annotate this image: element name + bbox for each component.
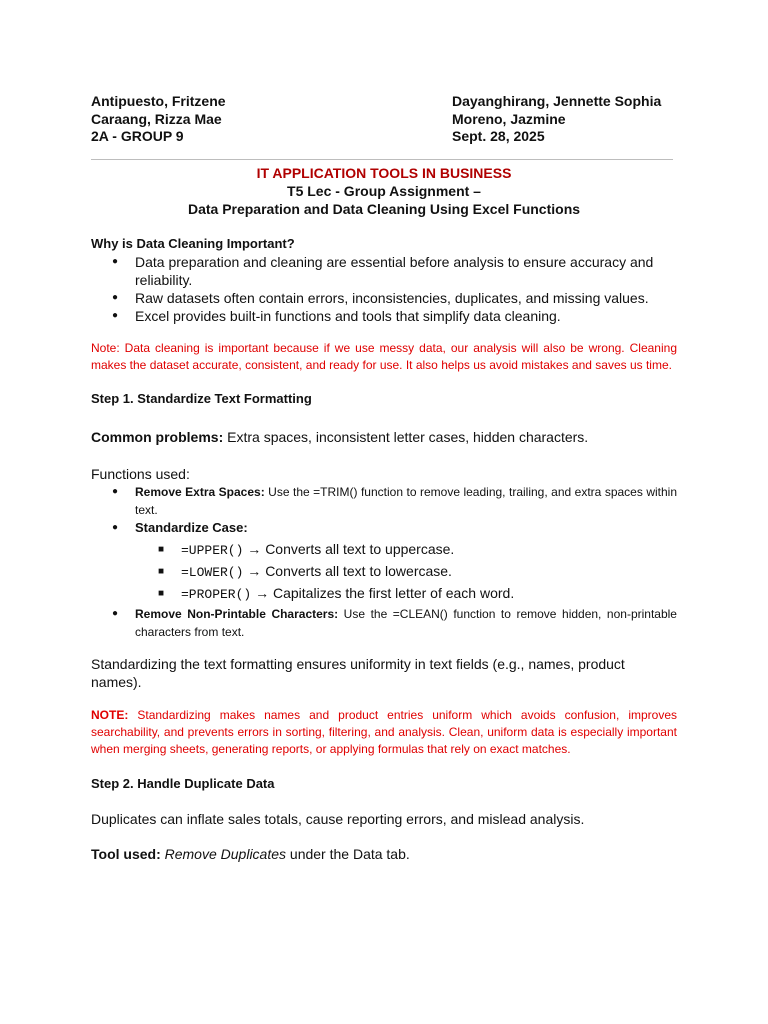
common-problems bbox=[91, 428, 677, 446]
step1-summary: Standardizing the text formatting ensures uniformity in text fields (e.g., names, product names). bbox=[91, 656, 625, 690]
why-note: Note: Data cleaning is important because if we use messy data, our analysis will also be wrong. Cleaning makes the dataset accurate, consistent, and ready for use. It also helps us avoid mistakes and saves us time. bbox=[91, 341, 677, 372]
authors-left bbox=[91, 93, 226, 146]
author-header bbox=[91, 93, 677, 149]
trim-text: Use the =TRIM() function to remove leading, trailing, and extra spaces within text. bbox=[135, 485, 677, 517]
functions-used-label: Functions used: bbox=[91, 466, 190, 482]
author-name: Antipuesto, Fritzene bbox=[91, 93, 226, 109]
author-name: Dayanghirang, Jennette Sophia bbox=[452, 93, 662, 109]
function-name: =UPPER() bbox=[181, 543, 244, 558]
list-item-lower bbox=[91, 561, 677, 583]
topic-title: Data Preparation and Data Cleaning Using Excel Functions bbox=[187, 201, 581, 217]
author-name: Caraang, Rizza Mae bbox=[91, 110, 222, 127]
functions-list-continued bbox=[91, 605, 677, 641]
tool-text: under the Data tab. bbox=[286, 846, 410, 862]
step2-text: Duplicates can inflate sales totals, cause reporting errors, and mislead analysis. bbox=[91, 811, 585, 827]
authors-right bbox=[452, 93, 661, 146]
list-item: ● Data preparation and cleaning are essential before analysis to ensure accuracy and reliability. bbox=[91, 253, 677, 289]
clean-label: Remove Non-Printable Characters: bbox=[135, 607, 339, 621]
step2-heading: Step 2. Handle Duplicate Data bbox=[91, 776, 275, 791]
clean-text: Use the =CLEAN() function to remove hidden, non-printable characters from text. bbox=[135, 607, 677, 639]
title-block bbox=[91, 164, 677, 218]
date-label: Sept. 28, 2025 bbox=[452, 128, 545, 144]
note-text: Standardizing makes names and product entries uniform which avoids confusion, improves searchability, and prevents errors in sorting, filtering, and analysis. Clean, uniform data is especially important when merging sheets, generating reports, or applying formulas that rely on exact matches. bbox=[91, 708, 677, 756]
list-item: ● Raw datasets often contain errors, inconsistencies, duplicates, and missing values. bbox=[91, 289, 677, 307]
group-label: 2A - GROUP 9 bbox=[91, 128, 184, 144]
problems-label: Common problems: bbox=[91, 429, 224, 445]
note-label: NOTE: bbox=[91, 708, 129, 722]
function-desc: → Capitalizes the first letter of each word. bbox=[251, 585, 515, 601]
document-body bbox=[91, 235, 677, 863]
list-item-upper bbox=[91, 539, 677, 561]
functions-list bbox=[91, 483, 677, 537]
case-functions-list bbox=[91, 539, 677, 605]
why-heading: Why is Data Cleaning Important? bbox=[91, 236, 295, 251]
why-bullets bbox=[91, 253, 677, 325]
assignment-title: T5 Lec - Group Assignment – bbox=[287, 183, 481, 199]
trim-label: Remove Extra Spaces: bbox=[135, 485, 265, 499]
tool-used bbox=[91, 845, 677, 863]
list-item-clean bbox=[91, 605, 677, 641]
list-item: ● Excel provides built-in functions and tools that simplify data cleaning. bbox=[91, 307, 677, 325]
author-name: Moreno, Jazmine bbox=[452, 110, 566, 127]
function-desc: → Converts all text to uppercase. bbox=[243, 541, 455, 557]
step1-heading: Step 1. Standardize Text Formatting bbox=[91, 391, 312, 406]
header-divider bbox=[91, 159, 673, 160]
problems-text: Extra spaces, inconsistent letter cases, hidden characters. bbox=[223, 429, 589, 445]
tool-name: Remove Duplicates bbox=[164, 846, 287, 862]
course-title: IT APPLICATION TOOLS IN BUSINESS bbox=[256, 165, 512, 181]
function-desc: → Converts all text to lowercase. bbox=[243, 563, 452, 579]
list-item-trim bbox=[91, 483, 677, 519]
list-item-proper bbox=[91, 583, 677, 605]
step1-note bbox=[91, 707, 677, 758]
function-name: =LOWER() bbox=[181, 565, 244, 580]
function-name: =PROPER() bbox=[181, 587, 252, 602]
tool-label: Tool used: bbox=[91, 846, 161, 862]
list-item-case: ● Standardize Case: bbox=[91, 519, 677, 537]
